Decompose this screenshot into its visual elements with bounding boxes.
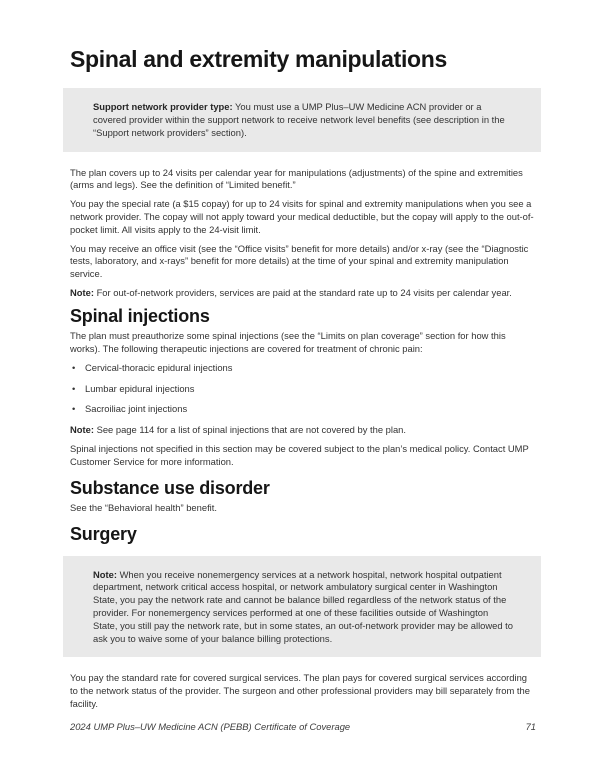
list-item: • Sacroiliac joint injections [70,403,534,416]
para-spinal-injections-note [70,424,534,437]
note-label: Note: [93,568,117,580]
page-footer [70,721,536,732]
footer-document-title: 2024 UMP Plus–UW Medicine ACN (PEBB) Certificate of Coverage [70,721,351,732]
para-special-rate: You pay the special rate (a $15 copay) for up to 24 visits for spinal and extremity manipulations when you see a network provider. The copay will not apply toward your medical deductible, but the copay will apply to the out-of-pocket limit. All visits apply to the 24-visit limit. [70,198,534,235]
note-text: For out-of-network providers, services are paid at the standard rate up to 24 visits per calendar year. [93,286,512,298]
spinal-injections-bullet-list [70,362,534,416]
para-spinal-injections-policy: Spinal injections not specified in this section may be covered subject to the plan’s medical policy. Contact UMP Customer Service for more information. [70,443,529,467]
page-title: Spinal and extremity manipulations [70,46,448,72]
para-plan-coverage: The plan covers up to 24 visits per calendar year for manipulations (adjustments) of the spine and extremities (arms and legs). See the definition of “Limited benefit.” [70,166,523,191]
support-network-note-label: Support network provider type: [93,101,233,113]
page-number: 71 [525,721,536,732]
section-heading-surgery: Surgery [70,524,137,545]
list-item: • Lumbar epidural injections [70,383,534,396]
surgery-note-box [63,556,541,658]
support-network-note-box [63,88,541,151]
note-text: When you receive nonemergency services at a network hospital, network hospital outpatient department, network critical access hospital, or network ambulatory surgical center in Washington State, you pay the network rate and cannot be balance billed regardless of the network status of the provider. For nonemergency services performed at one of these facilities outside of Washington State, you still pay the network rate, but in some states, an out-of-network provider may be allowed to ask you to waive some of your balance billing protections. [93,568,514,644]
section-heading-substance-use-disorder: Substance use disorder [70,477,270,498]
list-item: • Cervical-thoracic epidural injections [70,362,534,375]
para-office-visit-xray: You may receive an office visit (see the “Office visits” benefit for more details) and/or x-ray (see the “Diagnostic tests, laboratory, and x-rays” benefit for more details) at the time of your spinal and extremity manipulation service. [70,242,529,280]
note-label: Note: [70,286,94,298]
note-label: Note: [70,424,94,436]
surgery-note-text [93,569,514,646]
section-heading-spinal-injections: Spinal injections [70,305,210,326]
support-network-note-text [93,101,514,139]
para-surgery-body: You pay the standard rate for covered surgical services. The plan pays for covered surgical services according to the network status of the provider. The surgeon and other professional providers may bill separately from the facility. [70,672,530,710]
para-spinal-injections-intro: The plan must preauthorize some spinal injections (see the “Limits on plan coverage” section for how this works). The following therapeutic injections are covered for treatment of chronic pain: [70,330,506,355]
note-text: See page 114 for a list of spinal injections that are not covered by the plan. [93,424,406,436]
para-out-of-network-note [70,287,534,300]
para-substance-use: See the “Behavioral health” benefit. [70,502,217,514]
support-network-note-body: You must use a UMP Plus–UW Medicine ACN provider or a covered provider within the support network to receive network level benefits (see description in the “Support network providers” section). [93,101,505,138]
